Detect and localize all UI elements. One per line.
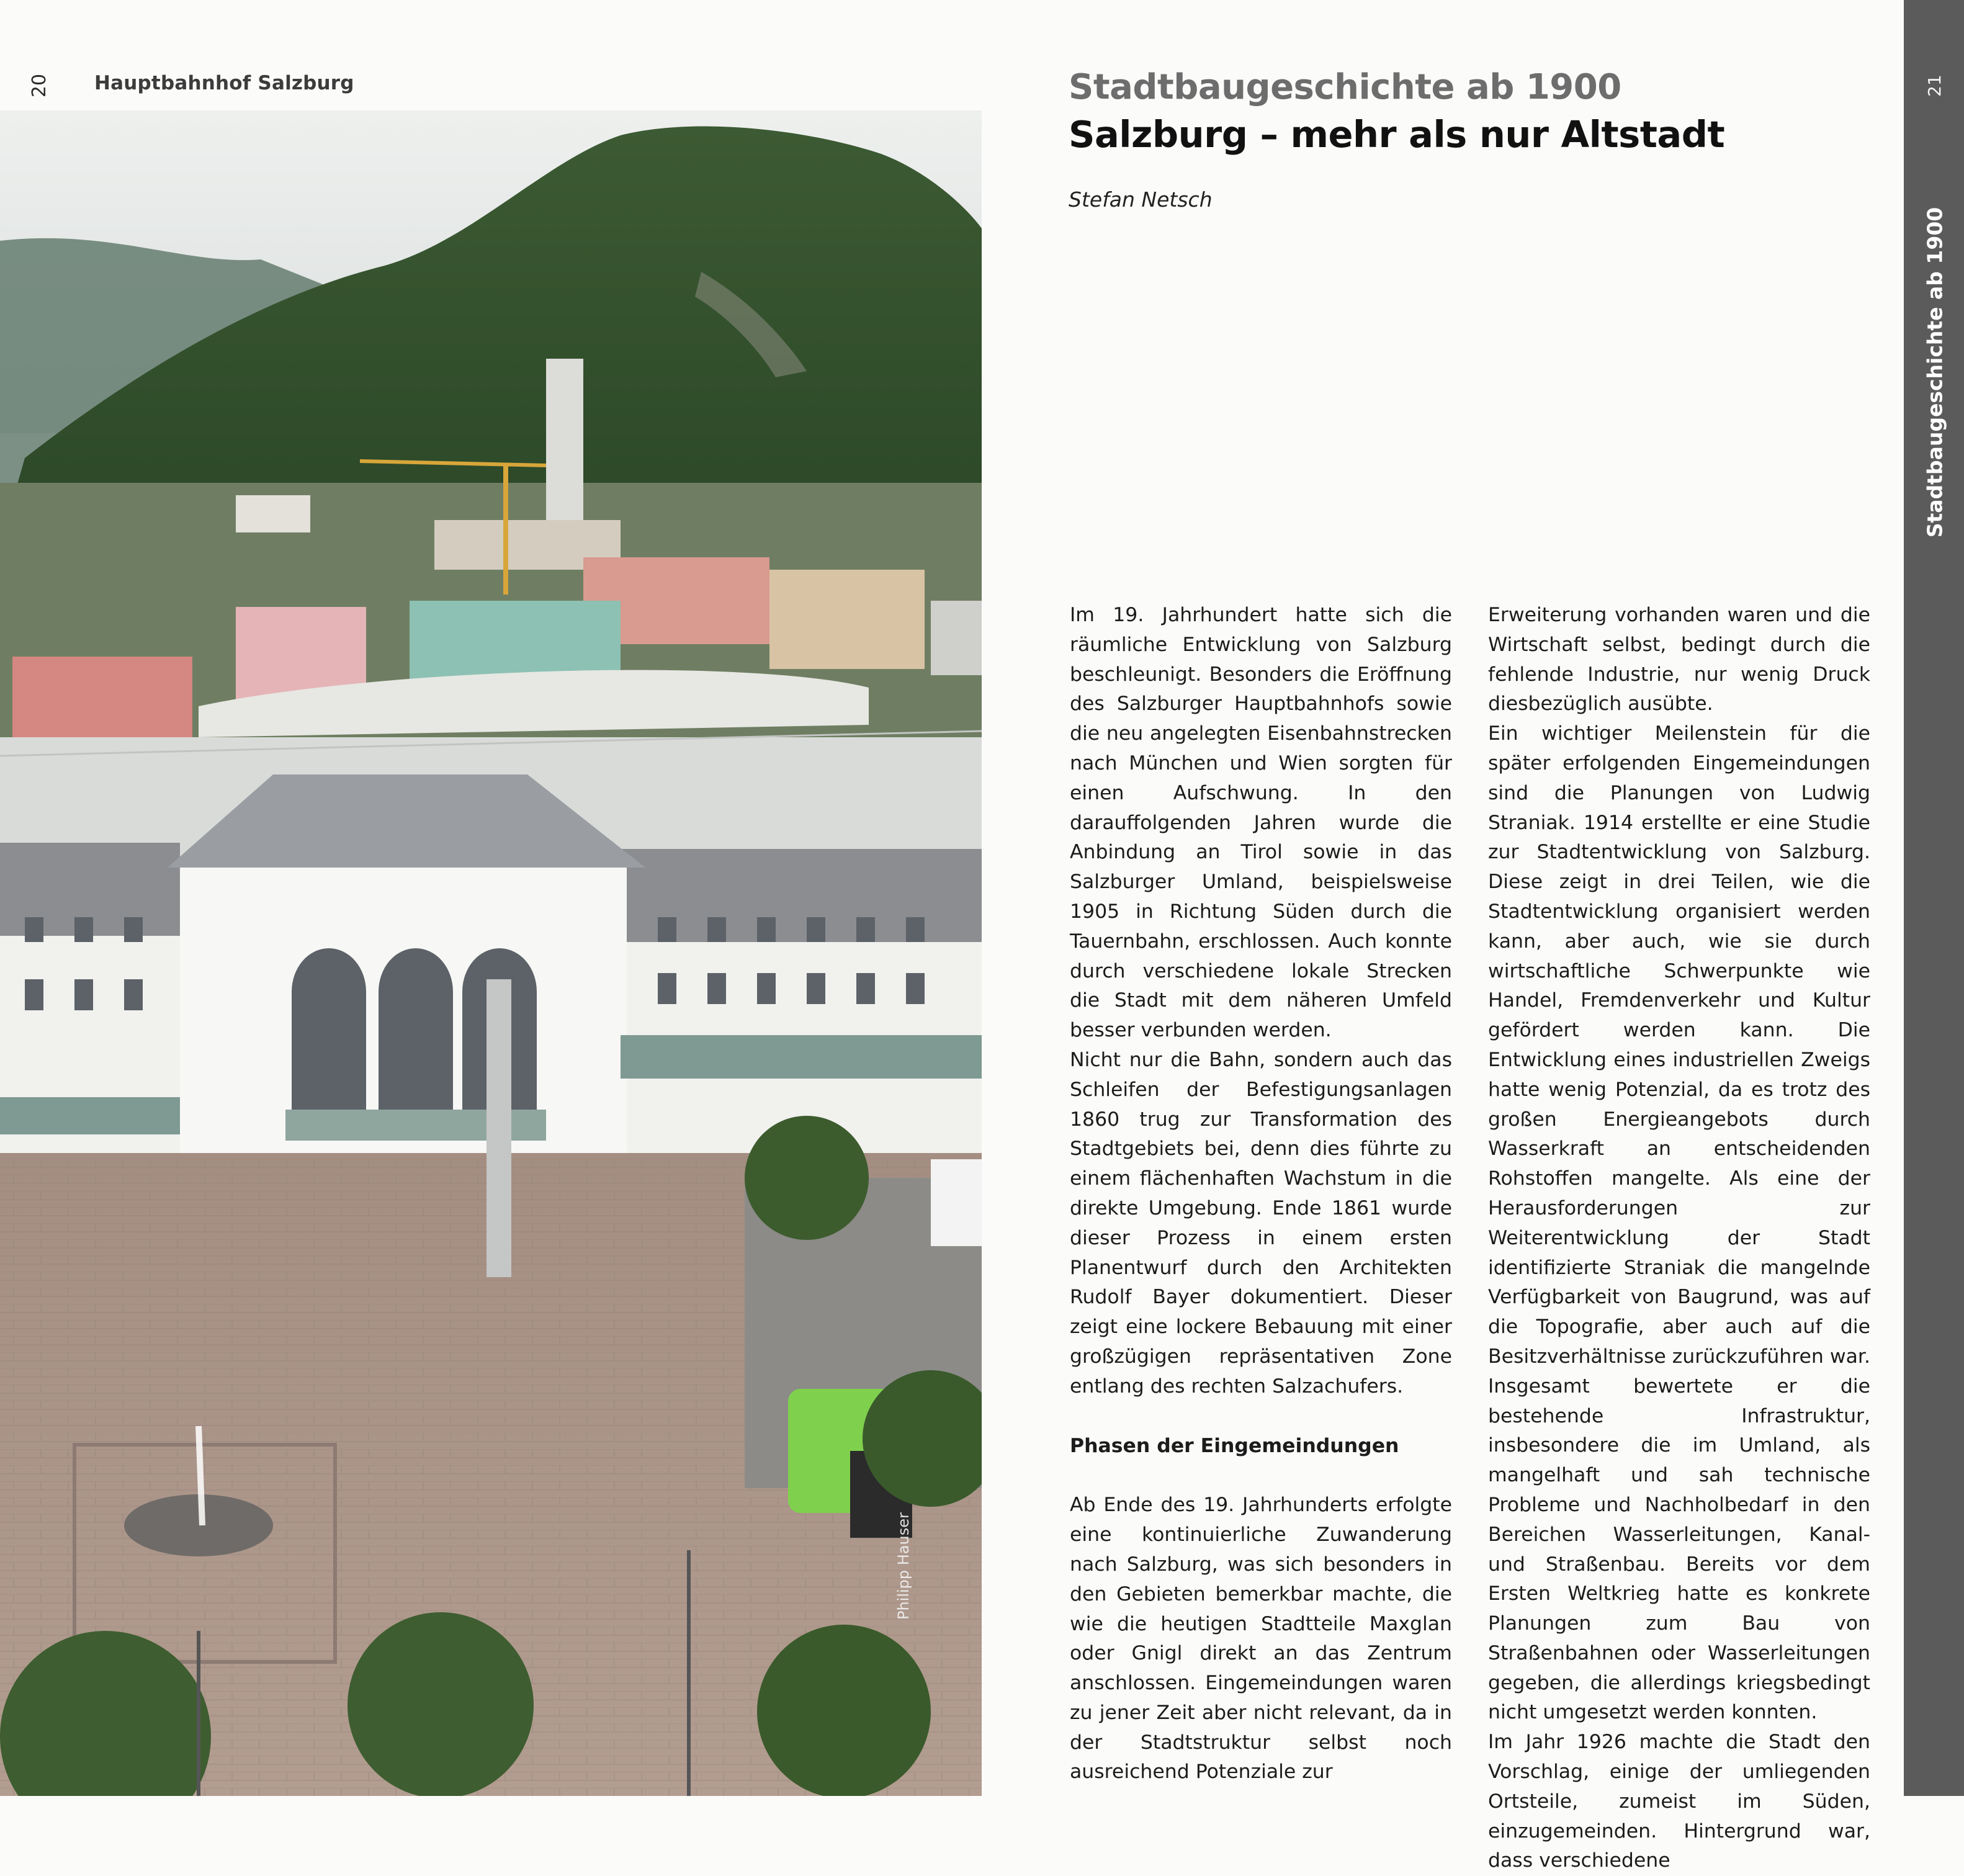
chapter-kicker: Stadtbaugeschichte ab 1900 [1069,67,1621,107]
page-number-left: 20 [29,73,50,98]
paragraph: Im 19. Jahrhundert hatte sich die räumliche Entwicklung von Salzburg beschleunigt. Besonders die Eröffnung des Salzburger Hauptbahnhofs sowie die neu angelegten Eisenbahnstrecken nach München und Wien sorgten für einen Aufschwung. In den darauffolgenden Jahren wurde die Anbindung an Tirol sowie in das Salzburger Umland, beispielsweise 1905 in Richtung Süden durch die Tauernbahn, erschlossen. Auch konnte durch verschiedene lokale Strecken die Stadt mit dem näheren Umfeld besser verbunden werden. [1070,604,1452,1042]
left-page [0,0,982,1796]
page-number-right: 21 [1924,74,1945,97]
running-head: Hauptbahnhof Salzburg [94,72,354,94]
station-aerial-photo [0,110,982,1796]
photo-credit: Philipp Hauser [895,1512,912,1620]
paragraph: Im Jahr 1926 machte die Stadt den Vorschlag, einige der umliegenden Ortsteile, zumeist im Süden, einzugemeinden. Hintergrund war, dass verschiedene [1488,1731,1870,1872]
paragraph: Erweiterung vorhanden waren und die Wirtschaft selbst, bedingt durch die fehlende Industrie, nur wenig Druck diesbezüglich ausübte. [1488,604,1870,716]
paragraph: Ab Ende des 19. Jahrhunderts erfolgte eine kontinuierliche Zuwanderung nach Salzburg, was sich besonders in den Gebieten bemerkbar machte, die wie die heutigen Stadtteile Maxglan oder Gnigl direkt an das Zentrum anschlossen. Eingemeindungen waren zu jener Zeit aber nicht relevant, da in der Stadtstruktur selbst noch ausreichend Potenziale zur [1070,1494,1452,1784]
paragraph: Ein wichtiger Meilenstein für die später erfolgenden Eingemeindungen sind die Planungen von Ludwig Straniak. 1914 erstellte er eine Studie zur Stadtentwicklung von Salzburg. Diese zeigt in drei Teilen, wie die Stadtentwicklung organisiert werden kann, aber auch, wie sie durch wirtschaftliche Schwerpunkte wie Handel, Fremdenverkehr und Kultur gefördert werden kann. Die Entwicklung eines industriellen Zweigs hatte wenig Potenzial, da es trotz des großen Energieangebots durch Wasserkraft an entscheidenden Rohstoffen mangelte. Als eine der Herausforderungen zur Weiterentwicklung der Stadt identifizierte Straniak die mangelnde Verfügbarkeit von Baugrund, was auf die Topografie, aber auch auf die Besitzverhältnisse zurückzuführen war. Insgesamt bewertete er die bestehende Infrastruktur, insbesondere die im Umland, als mangelhaft und sah technische Probleme und Nachholbedarf in den Bereichen Wasserleitungen, Kanal- und Straßenbau. Bereits vor dem Ersten Weltkrieg hatte es konkrete Planungen zum Bau von Straßenbahnen oder Wasserleitungen gegeben, die allerdings kriegsbedingt nicht umgesetzt werden konnten. [1488,722,1871,1724]
side-chapter-title: Stadtbaugeschichte ab 1900 [1922,207,1947,538]
text-column-left [1070,601,1452,1787]
section-subheading: Phasen der Eingemeindungen [1070,1434,1399,1457]
article-headline: Salzburg – mehr als nur Altstadt [1069,113,1725,156]
paragraph: Nicht nur die Bahn, sondern auch das Schleifen der Befestigungsanlagen 1860 trug zur Transformation des Stadtgebiets bei, denn dies führte zu einem flächenhaften Wachstum in die direkte Umgebung. Ende 1861 wurde dieser Prozess in einem ersten Planentwurf durch den Architekten Rudolf Bayer dokumentiert. Dieser zeigt eine lockere Bebauung mit einer großzügigen repräsentativen Zone entlang des rechten Salzachufers. [1070,1048,1452,1398]
article-author: Stefan Netsch [1069,187,1213,212]
text-column-right [1488,601,1870,1876]
